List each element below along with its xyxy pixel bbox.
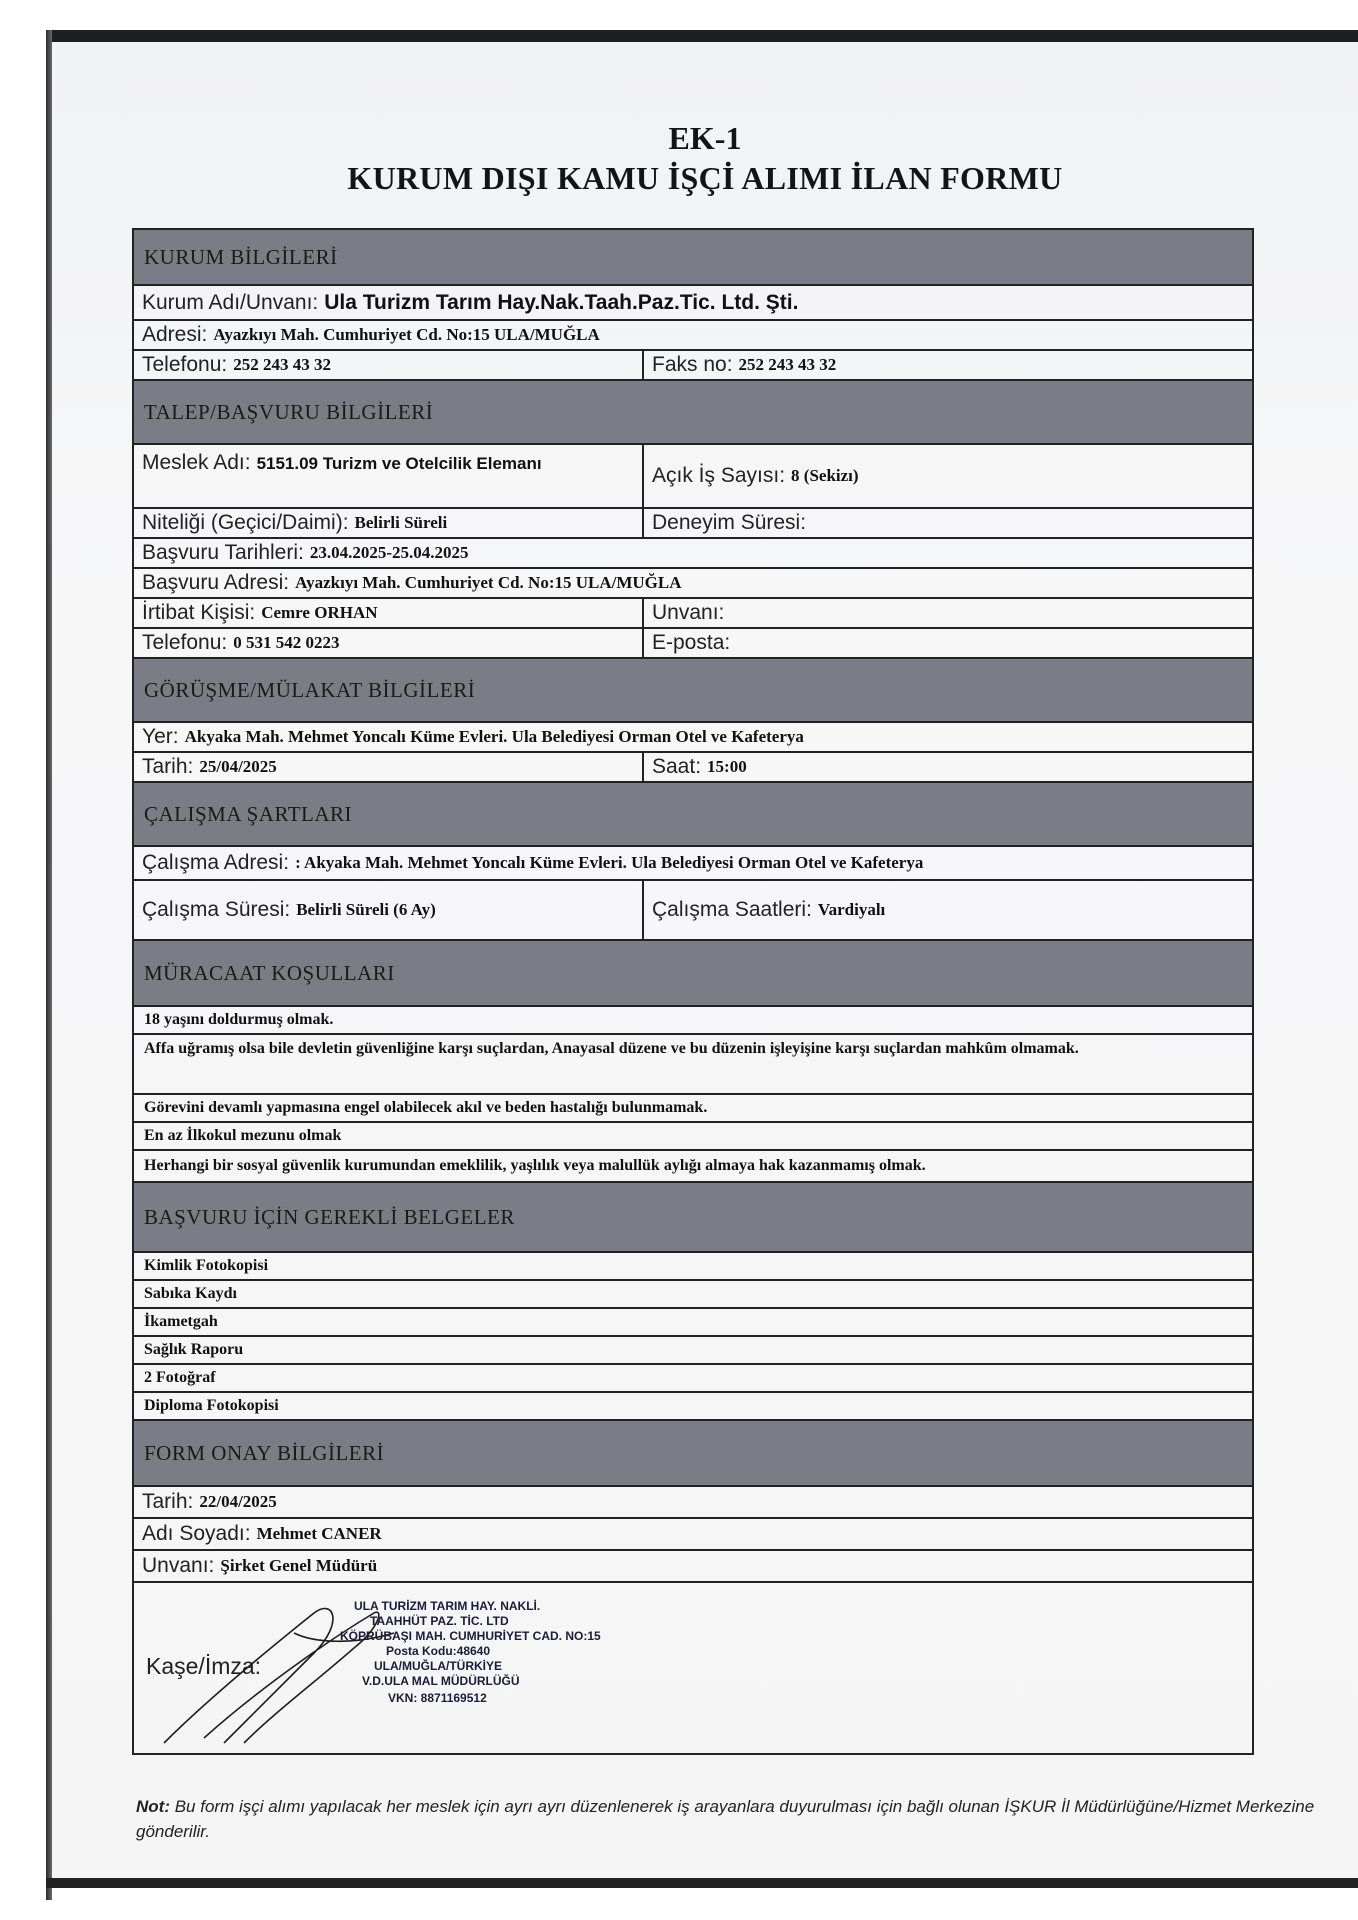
- onay-tarih-row: [134, 1487, 1252, 1519]
- stamp-line: Posta Kodu:48640: [386, 1644, 491, 1658]
- onay-ad-label: Adı Soyadı:: [142, 1522, 251, 1545]
- onay-tarih-label: Tarih:: [142, 1490, 194, 1513]
- stamp-line: ULA TURİZM TARIM HAY. NAKLİ.: [354, 1599, 541, 1613]
- eposta-label: E-posta:: [652, 631, 731, 654]
- gorusme-saat-label: Saat:: [652, 755, 702, 778]
- section-header-belgeler: BAŞVURU İÇİN GEREKLİ BELGELER: [134, 1183, 1252, 1253]
- kurum-phone-label: Telefonu:: [142, 353, 228, 376]
- talep-meslek-row: [134, 445, 1252, 509]
- gorusme-yer-row: [134, 723, 1252, 753]
- footer-note: [136, 1794, 1336, 1844]
- muracaat-item: Affa uğramış olsa bile devletin güvenliğine karşı suçlardan, Anayasal düzene ve bu düzenin işleyişine karşı suçlardan mahkûm olmamak.: [134, 1035, 1252, 1095]
- onay-ad-row: [134, 1519, 1252, 1551]
- kurum-fax-label: Faks no:: [652, 353, 733, 376]
- belge-item: Kimlik Fotokopisi: [134, 1253, 1252, 1281]
- kurum-address-row: [134, 321, 1252, 351]
- talep-adres-row: [134, 569, 1252, 599]
- form-code: EK-1: [668, 120, 742, 156]
- calisma-saat-value: Vardiyalı: [817, 900, 886, 919]
- basvuru-adres-value: Ayazkıyı Mah. Cumhuriyet Cd. No:15 ULA/MUĞLA: [295, 573, 682, 592]
- deneyim-label: Deneyim Süresi:: [652, 511, 807, 534]
- muracaat-item: Herhangi bir sosyal güvenlik kurumundan emeklilik, yaşlılık veya malullük aylığı almaya hak kazanmamış olmak.: [134, 1151, 1252, 1183]
- belge-item: Diploma Fotokopisi: [134, 1393, 1252, 1421]
- gorusme-tarih-label: Tarih:: [142, 755, 194, 778]
- stamp-line: KÖPRÜBAŞI MAH. CUMHURİYET CAD. NO:15: [340, 1629, 601, 1643]
- belge-item: İkametgah: [134, 1309, 1252, 1337]
- section-header-gorusme: GÖRÜŞME/MÜLAKAT BİLGİLERİ: [134, 659, 1252, 723]
- basvuru-tarih-value: 23.04.2025-25.04.2025: [309, 543, 469, 562]
- belge-item: Sağlık Raporu: [134, 1337, 1252, 1365]
- note-label: Not:: [136, 1797, 170, 1816]
- kurum-phone-row: [134, 351, 1252, 381]
- calisma-adres-label: Çalışma Adresi:: [142, 851, 290, 874]
- talep-telefon-row: [134, 629, 1252, 659]
- stamp-line: V.D.ULA MAL MÜDÜRLÜĞÜ: [362, 1674, 520, 1688]
- gorusme-yer-label: Yer:: [142, 725, 179, 748]
- form-title: KURUM DIŞI KAMU İŞÇİ ALIMI İLAN FORMU: [347, 160, 1063, 196]
- kurum-address-value: Ayazkıyı Mah. Cumhuriyet Cd. No:15 ULA/MUĞLA: [213, 325, 600, 344]
- calisma-adres-row: [134, 847, 1252, 881]
- unvan-label: Unvanı:: [652, 601, 725, 624]
- section-header-calisma: ÇALIŞMA ŞARTLARI: [134, 783, 1252, 847]
- section-header-muracaat: MÜRACAAT KOŞULLARI: [134, 941, 1252, 1007]
- muracaat-item: 18 yaşını doldurmuş olmak.: [134, 1007, 1252, 1035]
- calisma-adres-value: : Akyaka Mah. Mehmet Yoncalı Küme Evleri. Ula Belediyesi Orman Otel ve Kafeterya: [295, 853, 924, 872]
- calisma-sure-row: [134, 881, 1252, 941]
- basvuru-adres-label: Başvuru Adresi:: [142, 571, 290, 594]
- kurum-address-label: Adresi:: [142, 323, 208, 346]
- onay-unvan-label: Unvanı:: [142, 1554, 215, 1577]
- calisma-saat-label: Çalışma Saatleri:: [652, 898, 812, 921]
- gorusme-tarih-row: [134, 753, 1252, 783]
- document-page: [52, 42, 1358, 1878]
- onay-ad-value: Mehmet CANER: [256, 1524, 382, 1543]
- talep-nitelik-row: [134, 509, 1252, 539]
- meslek-label: Meslek Adı:: [142, 451, 251, 474]
- stamp-signature-area: [134, 1583, 1252, 1753]
- talep-irtibat-row: [134, 599, 1252, 629]
- talep-tarih-row: [134, 539, 1252, 569]
- acik-is-value: 8 (Sekizı): [791, 466, 859, 485]
- belge-item: Sabıka Kaydı: [134, 1281, 1252, 1309]
- gorusme-yer-value: Akyaka Mah. Mehmet Yoncalı Küme Evleri. Ula Belediyesi Orman Otel ve Kafeterya: [184, 727, 804, 746]
- stamp-line: VKN: 8871169512: [388, 1691, 487, 1705]
- muracaat-item: En az İlkokul mezunu olmak: [134, 1123, 1252, 1151]
- nitelik-value: Belirli Süreli: [354, 513, 448, 532]
- basvuru-tarih-label: Başvuru Tarihleri:: [142, 541, 304, 564]
- acik-is-label: Açık İş Sayısı:: [652, 464, 786, 487]
- onay-unvan-value: Şirket Genel Müdürü: [220, 1556, 378, 1575]
- irtibat-value: Cemre ORHAN: [261, 603, 378, 622]
- scan-edge-top: [46, 30, 1358, 42]
- onay-tarih-value: 22/04/2025: [199, 1492, 277, 1511]
- kurum-phone-value: 252 243 43 32: [233, 355, 331, 374]
- stamp-line: TAAHHÜT PAZ. TİC. LTD: [370, 1614, 509, 1628]
- kurum-name-label: Kurum Adı/Unvanı:: [142, 290, 319, 314]
- muracaat-item: Görevini devamlı yapmasına engel olabilecek akıl ve beden hastalığı bulunmamak.: [134, 1095, 1252, 1123]
- irtibat-phone-label: Telefonu:: [142, 631, 228, 654]
- section-header-kurum: KURUM BİLGİLERİ: [134, 230, 1252, 286]
- irtibat-phone-value: 0 531 542 0223: [233, 633, 340, 652]
- announcement-form: [132, 228, 1254, 1755]
- belge-item: 2 Fotoğraf: [134, 1365, 1252, 1393]
- note-text: Bu form işçi alımı yapılacak her meslek için ayrı ayrı düzenlenerek iş arayanlara duyurulması için bağlı olunan İŞKUR İl Müdürlüğüne/Hizmet Merkezine gönderilir.: [136, 1797, 1315, 1841]
- gorusme-saat-value: 15:00: [707, 757, 747, 776]
- kase-imza-label: Kaşe/İmza:: [146, 1653, 262, 1679]
- meslek-value: 5151.09 Turizm ve Otelcilik Elemanı: [256, 454, 542, 473]
- signature-scribble: [144, 1593, 444, 1753]
- calisma-sure-value: Belirli Süreli (6 Ay): [296, 900, 436, 919]
- kurum-fax-value: 252 243 43 32: [738, 355, 837, 374]
- stamp-line: ULA/MUĞLA/TÜRKİYE: [374, 1659, 502, 1673]
- kurum-name-row: [134, 286, 1252, 321]
- kurum-name-value: Ula Turizm Tarım Hay.Nak.Taah.Paz.Tic. Ltd. Şti.: [324, 290, 799, 314]
- onay-unvan-row: [134, 1551, 1252, 1583]
- gorusme-tarih-value: 25/04/2025: [199, 757, 277, 776]
- section-header-talep: TALEP/BAŞVURU BİLGİLERİ: [134, 381, 1252, 445]
- irtibat-label: İrtibat Kişisi:: [142, 601, 256, 624]
- section-header-onay: FORM ONAY BİLGİLERİ: [134, 1421, 1252, 1487]
- nitelik-label: Niteliği (Geçici/Daimi):: [142, 511, 349, 534]
- scan-edge-bottom: [46, 1878, 1358, 1888]
- calisma-sure-label: Çalışma Süresi:: [142, 898, 291, 921]
